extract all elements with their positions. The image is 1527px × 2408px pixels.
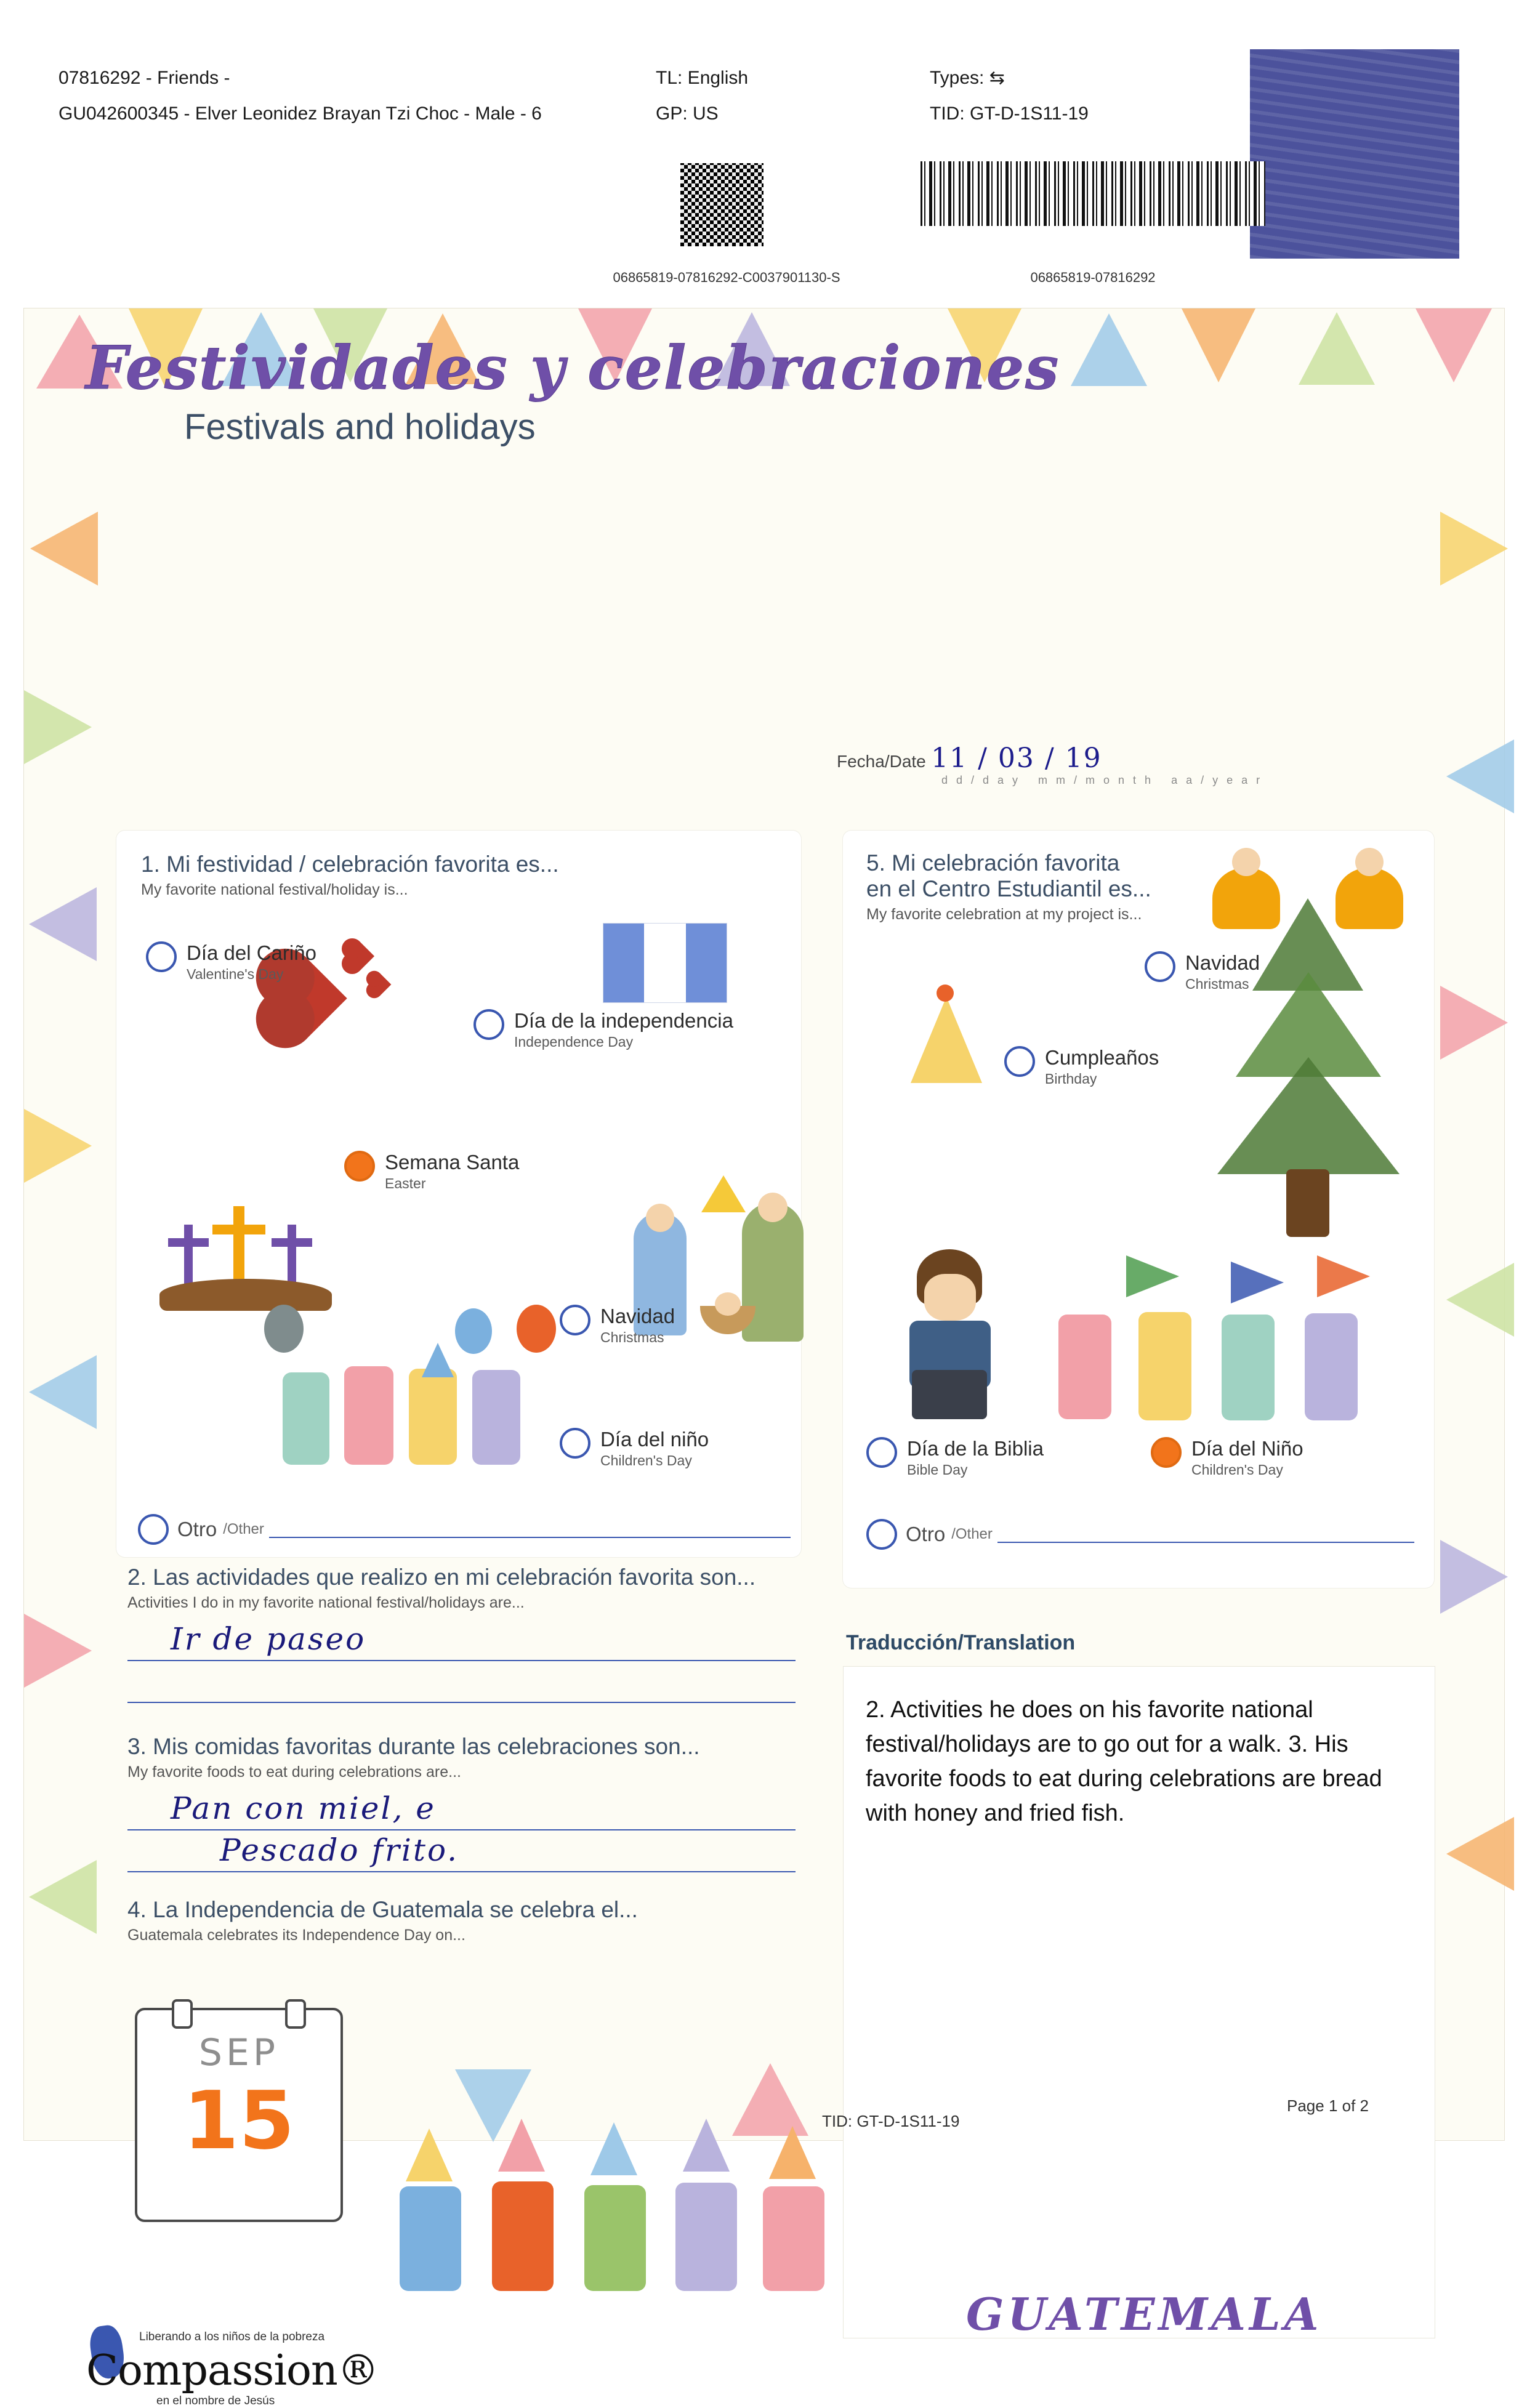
children-with-flags-icon — [1046, 1255, 1391, 1422]
q1-option-3-label-en: Christmas — [600, 1329, 664, 1345]
q1-other-label-es: Otro — [177, 1518, 217, 1540]
question-3-title-es: 3. Mis comidas favoritas durante las celebraciones son... — [127, 1734, 700, 1759]
calendar-icon — [135, 2008, 343, 2222]
question-1-title-es: 1. Mi festividad / celebración favorita es... — [141, 852, 559, 877]
date-field[interactable] — [837, 743, 1268, 787]
page-title-english: Festivals and holidays — [184, 407, 536, 447]
party-hat-icon — [880, 985, 1015, 1095]
question-5-title-en: My favorite celebration at my project is... — [866, 906, 1142, 923]
q1-other-input[interactable] — [269, 1521, 791, 1538]
q5-option-3-label-es: Día del Niño — [1191, 1437, 1303, 1460]
q5-option-1-label-en: Birthday — [1045, 1071, 1097, 1087]
christmas-tree-icon — [1188, 898, 1428, 1243]
q5-other-label-en: /Other — [951, 1526, 993, 1542]
question-4-title-es: 4. La Independencia de Guatemala se celebra el... — [127, 1897, 638, 1922]
calendar-month: SEP — [198, 2031, 280, 2074]
radio-unselected[interactable] — [560, 1428, 590, 1459]
q1-option-3[interactable] — [560, 1305, 675, 1346]
barcode-label: 06865819-07816292 — [1030, 270, 1156, 285]
q5-other-input[interactable] — [997, 1526, 1414, 1543]
header-left-block — [58, 60, 542, 132]
radio-unselected[interactable] — [1004, 1046, 1035, 1077]
q5-option-1[interactable] — [1004, 1046, 1159, 1087]
radio-unselected[interactable] — [473, 1009, 504, 1040]
q1-option-4[interactable] — [560, 1428, 709, 1469]
logo-tagline-bottom: en el nombre de Jesús — [156, 2394, 275, 2407]
logo-tagline-top: Liberando a los niños de la pobreza — [139, 2330, 325, 2343]
q1-option-1[interactable] — [473, 1009, 733, 1050]
date-hint: dd/day mm/month aa/year — [941, 774, 1269, 786]
calendar-day: 15 — [183, 2074, 295, 2167]
radio-unselected[interactable] — [866, 1437, 897, 1468]
question-3-block — [127, 1734, 796, 1872]
q5-option-3[interactable] — [1151, 1437, 1303, 1478]
question-2-answer-text-1: Ir de paseo — [171, 1621, 366, 1657]
question-2-title-es: 2. Las actividades que realizo en mi celebración favorita son... — [127, 1564, 756, 1590]
q1-option-2[interactable] — [344, 1151, 519, 1192]
q1-option-4-label-es: Día del niño — [600, 1428, 709, 1451]
qr-code — [680, 163, 764, 246]
date-label: Fecha/Date — [837, 752, 926, 771]
q5-option-1-label-es: Cumpleaños — [1045, 1046, 1159, 1069]
boy-with-bible-icon — [880, 1249, 1021, 1422]
q1-option-2-label-es: Semana Santa — [385, 1151, 520, 1174]
page-title-spanish: Festividades y celebraciones — [86, 333, 1060, 403]
translation-label: Traducción/Translation — [846, 1631, 1076, 1654]
q1-other-label-en: /Other — [223, 1521, 264, 1537]
radio-unselected[interactable] — [1145, 951, 1175, 982]
translation-box — [843, 1666, 1435, 2338]
q5-option-2-label-es: Día de la Biblia — [907, 1437, 1044, 1460]
radio-unselected[interactable] — [146, 941, 177, 972]
question-3-title-en: My favorite foods to eat during celebrations are... — [127, 1763, 461, 1781]
q1-option-1-label-en: Independence Day — [514, 1034, 634, 1050]
q5-other-label-es: Otro — [906, 1523, 946, 1545]
header-mid-block — [656, 60, 748, 132]
radio-unselected[interactable] — [866, 1519, 897, 1550]
question-3-answer-text-1: Pan con miel, e — [171, 1790, 436, 1826]
form-title-block — [24, 333, 1286, 448]
date-value: 11 / 03 / 19 — [931, 743, 1102, 774]
q1-option-0[interactable] — [146, 941, 316, 983]
header-line-gp: GP: US — [656, 103, 719, 124]
q5-option-0-label-en: Christmas — [1185, 976, 1249, 992]
header-line-tl: TL: English — [656, 68, 749, 88]
three-crosses-icon — [159, 1206, 332, 1311]
q1-other-row[interactable] — [138, 1514, 791, 1545]
logo-wordmark: Compassion® — [86, 2346, 379, 2395]
radio-selected[interactable] — [344, 1151, 375, 1182]
q1-option-2-label-en: Easter — [385, 1175, 426, 1191]
question-5-title-es-line2: en el Centro Estudiantil es... — [866, 876, 1151, 901]
q1-option-0-label-es: Día del Cariño — [187, 941, 316, 964]
question-4-title-en: Guatemala celebrates its Independence Day on... — [127, 1927, 465, 1944]
radio-selected[interactable] — [1151, 1437, 1182, 1468]
header-line-beneficiary: GU042600345 - Elver Leonidez Brayan Tzi Choc - Male - 6 — [58, 103, 542, 124]
qr-code-label: 06865819-07816292-C0037901130-S — [613, 270, 840, 285]
q5-option-3-label-en: Children's Day — [1191, 1462, 1283, 1478]
party-children-icon — [381, 2094, 824, 2297]
scan-header — [0, 0, 1527, 308]
header-line-types: Types: ⇆ — [930, 68, 1005, 88]
footer-page-number: Page 1 of 2 — [1287, 2096, 1369, 2115]
q1-option-0-label-en: Valentine's Day — [187, 966, 284, 982]
footer-tid: TID: GT-D-1S11-19 — [822, 2112, 960, 2130]
question-2-block — [127, 1564, 796, 1703]
translation-text: 2. Activities he does on his favorite national festival/holidays are to go out for a walk. 3. His favorite foods to eat during celebrations are bread with honey and fried fish. — [866, 1697, 1382, 1826]
radio-unselected[interactable] — [138, 1514, 169, 1545]
guatemala-flag-icon — [603, 923, 727, 1003]
question-5-card — [843, 831, 1434, 1588]
header-line-friends: 07816292 - Friends - — [58, 68, 230, 88]
calendar-ring-right — [285, 1999, 306, 2029]
q1-option-1-label-es: Día de la independencia — [514, 1009, 733, 1032]
question-1-title-en: My favorite national festival/holiday is... — [141, 881, 408, 898]
question-3-answer-text-2: Pescado frito. — [220, 1832, 459, 1868]
form-document — [23, 308, 1505, 2407]
q5-option-2[interactable] — [866, 1437, 1044, 1478]
question-1-card — [116, 831, 801, 1557]
q5-other-row[interactable] — [866, 1519, 1414, 1550]
q5-option-0[interactable] — [1145, 951, 1260, 993]
calendar-ring-left — [172, 1999, 193, 2029]
children-balloons-icon — [252, 1305, 584, 1477]
country-name: GUATEMALA — [966, 2288, 1323, 2340]
angels-icon — [1194, 843, 1428, 935]
question-3-answer-line-1[interactable] — [127, 1789, 796, 1830]
header-line-tid: TID: GT-D-1S11-19 — [930, 103, 1089, 124]
question-4-block — [127, 1897, 796, 1944]
question-3-answer-line-2[interactable] — [127, 1830, 796, 1872]
question-2-answer-line-2[interactable] — [127, 1661, 796, 1703]
question-2-answer-line-1[interactable] — [127, 1619, 796, 1661]
q1-option-3-label-es: Navidad — [600, 1305, 675, 1327]
q1-option-4-label-en: Children's Day — [600, 1452, 692, 1468]
q5-option-0-label-es: Navidad — [1185, 951, 1260, 974]
barcode — [921, 161, 1265, 226]
radio-unselected[interactable] — [560, 1305, 590, 1335]
header-right-block — [930, 60, 1089, 132]
question-2-title-en: Activities I do in my favorite national festival/holidays are... — [127, 1594, 525, 1611]
question-5-title-es-line1: 5. Mi celebración favorita — [866, 850, 1120, 876]
q5-option-2-label-en: Bible Day — [907, 1462, 968, 1478]
redaction-scribble — [1250, 49, 1459, 259]
